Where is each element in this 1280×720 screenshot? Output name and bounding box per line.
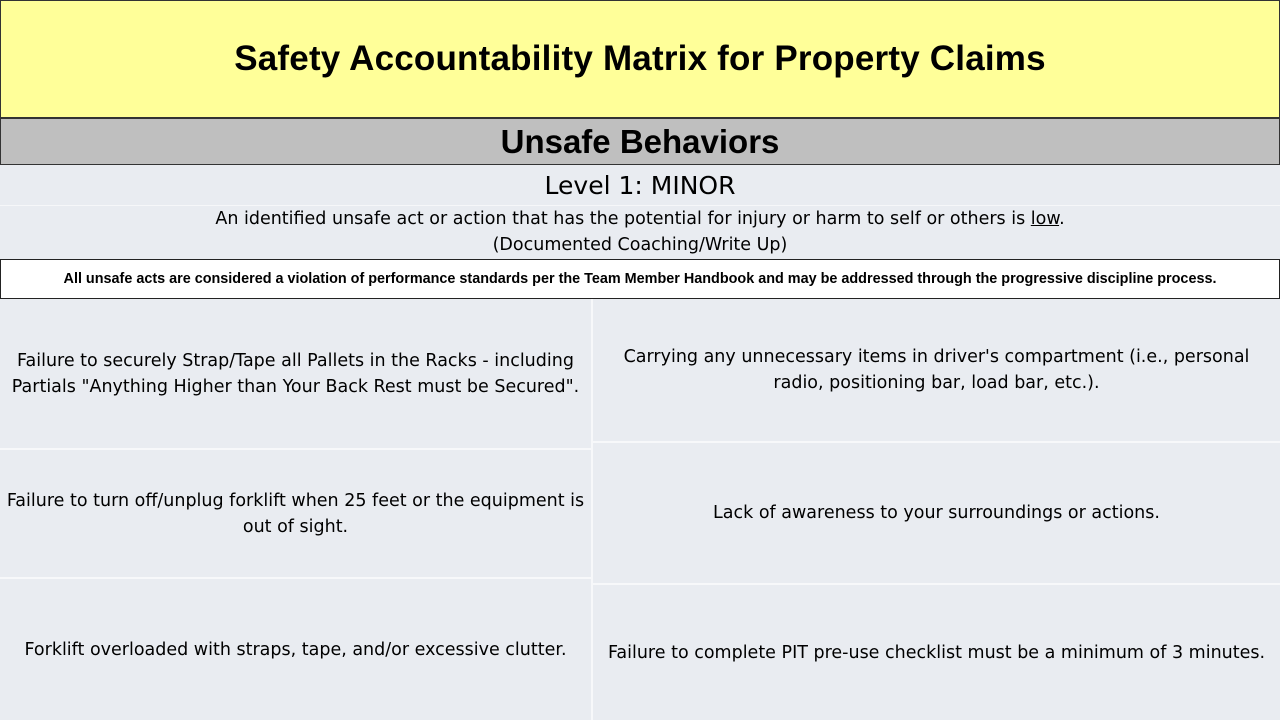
page-title: Safety Accountability Matrix for Property Claims [234,39,1046,78]
level-description-end: . [1059,209,1065,229]
notice-banner [0,259,1280,299]
level-description-emphasis: low [1030,209,1060,229]
behavior-cell [0,450,591,577]
level-description-line [0,206,1280,232]
row-divider [593,441,1280,443]
title-banner [0,0,1280,118]
level-consequence: (Documented Coaching/Write Up) [492,235,788,255]
behavior-text: Failure to complete PIT pre-use checklist must be a minimum of 3 minutes. [607,642,1266,663]
row-divider [0,448,591,450]
behavior-text: Lack of awareness to your surroundings or actions. [713,503,1160,523]
behavior-cell [593,585,1280,720]
behavior-text: Failure to securely Strap/Tape all Pallets in the Racks - including Partials "Anything Higher than Your Back Rest must be Secured". [11,350,580,397]
behavior-cell [0,579,591,720]
row-divider [593,583,1280,585]
behavior-text: Forklift overloaded with straps, tape, and/or excessive clutter. [24,639,567,660]
section-banner [0,118,1280,165]
behaviors-left-column [0,299,591,720]
behaviors-right-column [593,299,1280,720]
behavior-cell [0,299,591,448]
level-row [0,165,1280,206]
section-heading: Unsafe Behaviors [500,122,780,160]
level-description-text: An identified unsafe act or action that has the potential for injury or harm to self or others is [215,209,1031,229]
level-description [0,206,1280,258]
behavior-cell [593,443,1280,583]
row-divider [0,577,591,579]
behavior-cell [593,299,1280,441]
notice-text: All unsafe acts are considered a violation of performance standards per the Team Member Handbook and may be addressed through the progressive discipline process. [63,271,1217,287]
level-label: Level 1: MINOR [544,170,736,200]
behavior-text: Carrying any unnecessary items in driver's compartment (i.e., personal radio, positioning bar, load bar, etc.). [623,347,1250,393]
behavior-text: Failure to turn off/unplug forklift when 25 feet or the equipment is out of sight. [6,490,585,537]
